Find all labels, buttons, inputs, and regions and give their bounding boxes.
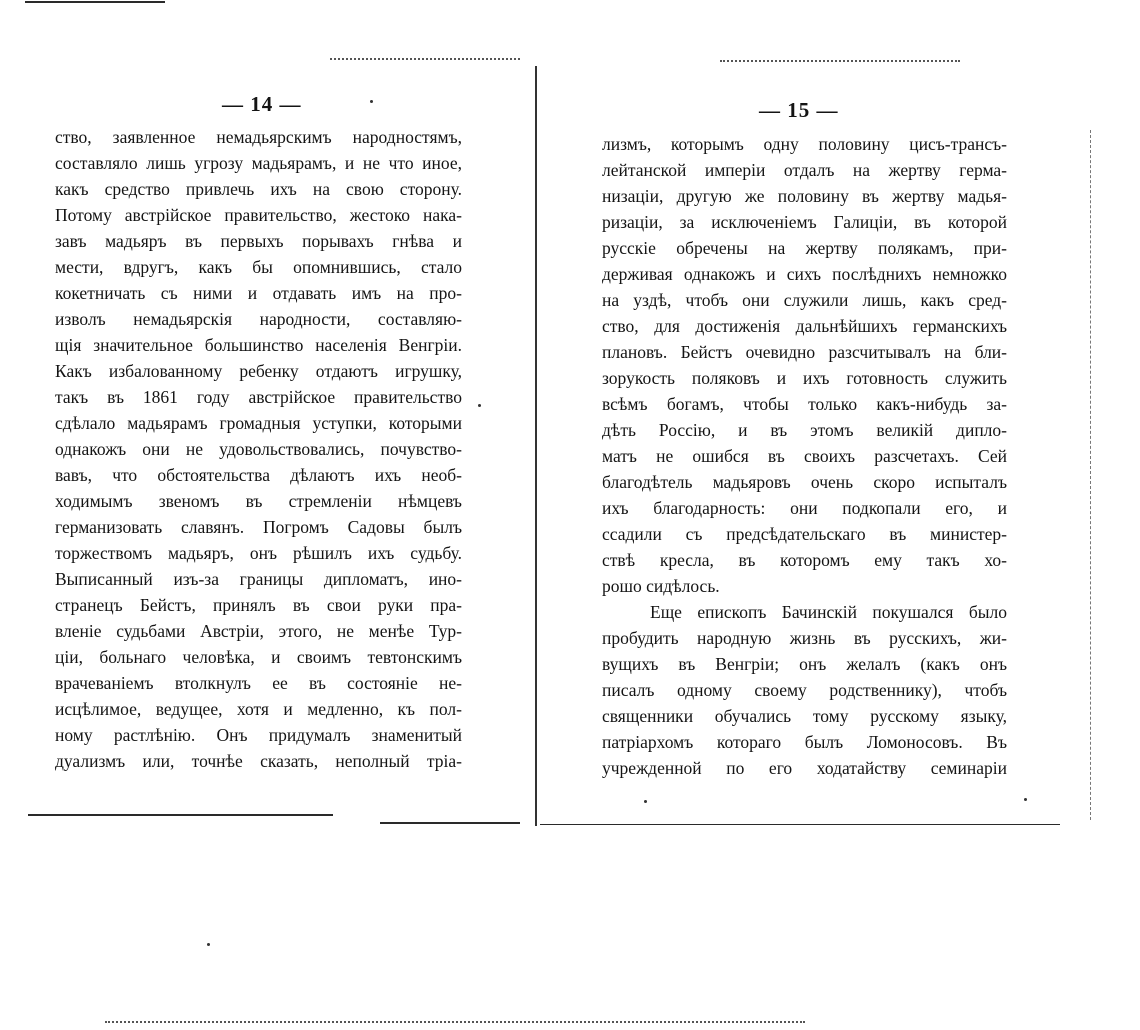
- text-line: патріархомъ котораго былъ Ломоносовъ. Въ: [602, 732, 1007, 752]
- text-line: кокетничать съ ними и отдавать имъ на про-: [55, 283, 462, 303]
- page-left: [0, 0, 535, 830]
- text-line: странецъ Бейстъ, принялъ въ свои руки пра-: [55, 595, 462, 615]
- text-line: ному растлѣнію. Онъ придумалъ знаменитый: [55, 725, 462, 745]
- text-column: [55, 124, 462, 774]
- speck: [478, 404, 481, 407]
- speck: [1024, 798, 1027, 801]
- text-line: держивая однакожъ и сихъ послѣднихъ немножко: [602, 264, 1007, 284]
- text-line: благодѣтель мадьяровъ очень скоро испыталъ: [602, 472, 1007, 492]
- bottom-edge-rule-left: [28, 814, 333, 816]
- text-line: пробудить народную жизнь въ русскихъ, жи-: [602, 628, 1007, 648]
- text-line: ссадили съ предсѣдательскаго въ министер-: [602, 524, 1007, 544]
- text-line: торжествомъ мадьяръ, онъ рѣшилъ ихъ судьбу.: [55, 543, 462, 563]
- text-line: русскіе обречены на жертву полякамъ, при-: [602, 238, 1007, 258]
- text-line: ство, для достиженія дальнѣйшихъ германскихъ: [602, 316, 1007, 336]
- text-line: Еще епископъ Бачинскій покушался было: [650, 602, 1007, 622]
- text-line: ствѣ кресла, въ которомъ ему такъ хо-: [602, 550, 1007, 570]
- text-line: учрежденной по его ходатайству семинаріи: [602, 758, 1007, 778]
- text-line: какъ средство привлечь ихъ на свою сторону.: [55, 179, 462, 199]
- speck: [207, 943, 210, 946]
- text-line: составляло лишь угрозу мадьярамъ, и не что иное,: [55, 153, 462, 173]
- text-line: германизовать славянъ. Погромъ Садовы былъ: [55, 517, 462, 537]
- text-line: исцѣлимое, ведущее, хотя и медленно, къ пол-: [55, 699, 462, 719]
- text-line: врачеваніемъ втолкнулъ ее въ состояніе не-: [55, 673, 462, 693]
- text-line: рошо сидѣлось.: [602, 576, 720, 596]
- text-line: сдѣлало мадьярамъ громадныя уступки, которыми: [55, 413, 462, 433]
- text-line: дуализмъ или, точнѣе сказать, неполный тріа-: [55, 751, 462, 771]
- page-number: — 15 —: [759, 98, 839, 122]
- text-line: дѣть Россію, и въ этомъ великій дипло-: [602, 420, 1007, 440]
- text-line: на уздѣ, чтобъ они служили лишь, какъ сред-: [602, 290, 1007, 310]
- text-line: зорукость поляковъ и ихъ готовность служить: [602, 368, 1007, 388]
- bottom-edge-rule-center: [380, 822, 520, 824]
- text-line: ихъ благодарность: они подкопали его, и: [602, 498, 1007, 518]
- text-line: ходимымъ звеномъ въ стремленіи нѣмцевъ: [55, 491, 462, 511]
- text-line: ство, заявленное немадьярскимъ народностямъ,: [55, 127, 462, 147]
- speck: [644, 800, 647, 803]
- text-line: плановъ. Бейстъ очевидно разсчитывалъ на бли-: [602, 342, 1007, 362]
- text-line: лейтанской имперіи отдалъ на жертву герма-: [602, 160, 1007, 180]
- text-column: [602, 131, 1007, 781]
- page-right: [535, 0, 1140, 830]
- text-line: мести, вдругъ, какъ бы опомнившись, стало: [55, 257, 462, 277]
- text-line: Выписанный изъ-за границы дипломатъ, ино-: [55, 569, 462, 589]
- text-line: завъ мадьяръ въ первыхъ порывахъ гнѣва и: [55, 231, 462, 251]
- text-line: ризаціи, за исключеніемъ Галиціи, въ которой: [602, 212, 1007, 232]
- text-line: изволъ немадьярскія народности, составляю-: [55, 309, 462, 329]
- text-line: лизмъ, которымъ одну половину цисъ-трансъ-: [602, 134, 1007, 154]
- text-line: низаціи, другую же половину въ жертву мадья-: [602, 186, 1007, 206]
- text-line: вущихъ въ Венгріи; онъ желалъ (какъ онъ: [602, 654, 1007, 674]
- text-line: матъ не ошибся въ своихъ разсчетахъ. Сей: [602, 446, 1007, 466]
- text-line: однакожъ они не удовольствовались, почувство-: [55, 439, 462, 459]
- text-line: вавъ, что обстоятельства дѣлаютъ ихъ необ-: [55, 465, 462, 485]
- text-line: такъ въ 1861 году австрійское правительство: [55, 387, 462, 407]
- speck: [370, 100, 373, 103]
- text-line: всѣмъ богамъ, чтобы только какъ-нибудь за-: [602, 394, 1007, 414]
- text-line: ціи, больнаго человѣка, и своимъ тевтонскимъ: [55, 647, 462, 667]
- bottom-edge-rule-right: [540, 824, 1060, 825]
- page-number: — 14 —: [222, 92, 302, 116]
- text-line: писалъ одному своему родственнику), чтобъ: [602, 680, 1007, 700]
- text-line: Какъ избалованному ребенку отдаютъ игрушку,: [55, 361, 462, 381]
- text-line: священники обучались тому русскому языку,: [602, 706, 1007, 726]
- text-line: Потому австрійское правительство, жестоко нака-: [55, 205, 462, 225]
- text-line: вленіе судьбами Австріи, этого, не менѣе Тур-: [55, 621, 462, 641]
- text-line: щія значительное большинство населенія Венгріи.: [55, 335, 462, 355]
- bottom-dotted-rule: [105, 1021, 805, 1023]
